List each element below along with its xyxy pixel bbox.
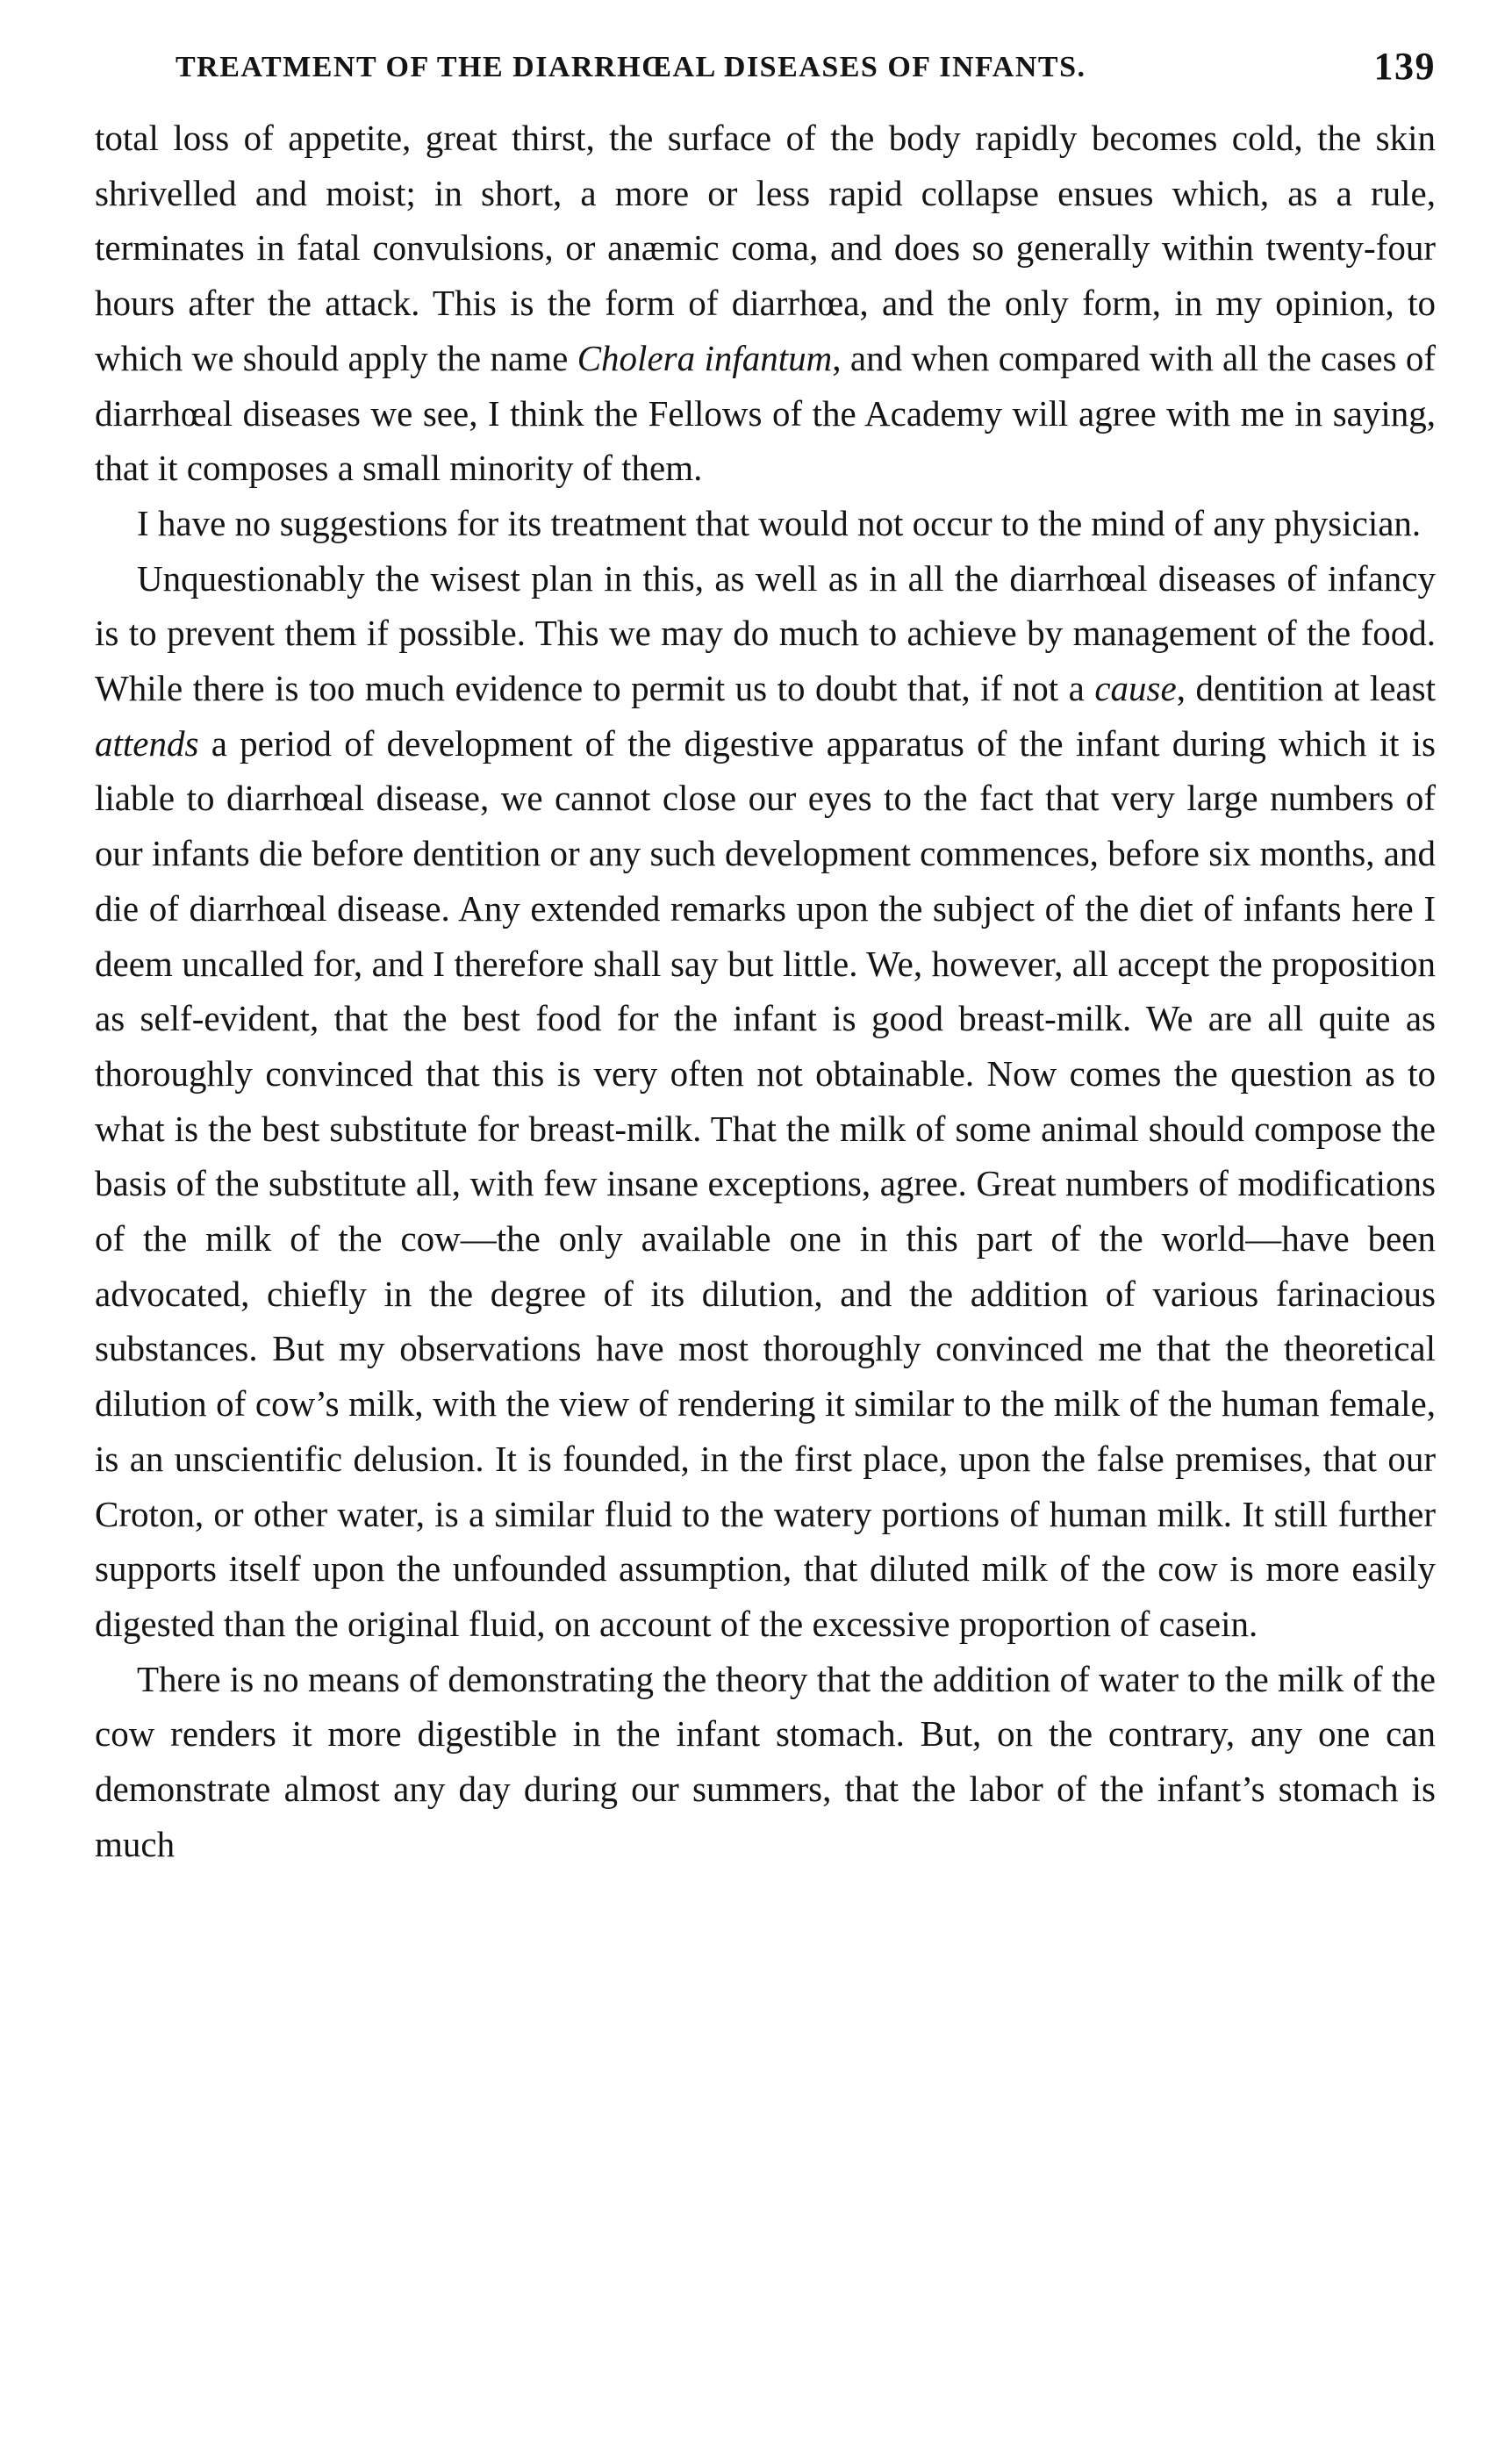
running-title: TREATMENT OF THE DIARRHŒAL DISEASES OF INFANTS. [176,51,1086,83]
text-segment: Unquestionably the wisest plan in this, as well as in all the diarrhœal diseases of infancy is to prevent them if possible. This we may do much to achieve by management of the food. While there is too much evidence to permit us to doubt that, if not a [95,557,1436,709]
italic-term-attends: attends [95,722,199,764]
text-segment: , and when compared with all the cases of diarrhœal diseases we see, I think the Fellows of the Academy will agree with me in saying, that it composes a small minority of them. [95,337,1436,489]
text-segment: There is no means of demonstrating the theory that the addition of water to the milk of the cow renders it more digestible in the infant stomach. But, on the contrary, any one can demonstrate almost any day during our summers, that the labor of the infant’s stomach is much [95,1658,1436,1864]
paragraph-1 [95,111,1436,496]
text-segment: , dentition at least [1176,668,1436,709]
paragraph-2 [95,496,1436,551]
page-number: 139 [1373,45,1436,88]
running-head [95,35,1436,105]
text-segment: a period of development of the digestive apparatus of the infant during which it is liable to diarrhœal disease, we cannot close our eyes to the fact that very large numbers of our infants die before dentition or any such development commences, before six months, and die of diarrhœal disease. Any extended remarks upon the subject of the diet of infants here I deem uncalled for, and I therefore shall say but little. We, however, all accept the proposition as self-evident, that the best food for the infant is good breast-milk. We are all quite as thoroughly convinced that this is very often not obtainable. Now comes the question as to what is the best substitute for breast-milk. That the milk of some animal should compose the basis of the substitute all, with few insane exceptions, agree. Great numbers of modifications of the milk of the cow—the only available one in this part of the world—have been advocated, chiefly in the degree of its dilution, and the addition of various farinacious substances. But my observations have most thoroughly convinced me that the theoretical dilution of cow’s milk, with the view of rendering it similar to the milk of the human female, is an unscientific delusion. It is founded, in the first place, upon the false premises, that our Croton, or other water, is a similar fluid to the watery portions of human milk. It still further supports itself upon the unfounded assumption, that diluted milk of the cow is more easily digested than the original fluid, on account of the excessive proportion of casein. [95,722,1436,1644]
body-text [95,111,1436,1872]
paragraph-3 [95,551,1436,1652]
text-segment: I have no suggestions for its treatment that would not occur to the mind of any physician. [137,502,1422,543]
italic-term-cholera-infantum: Cholera infantum [577,337,833,378]
italic-term-cause: cause [1094,668,1177,709]
paragraph-4 [95,1652,1436,1872]
book-page [95,35,1436,2440]
text-segment: total loss of appetite, great thirst, the surface of the body rapidly becomes cold, the skin shrivelled and moist; in short, a more or less rapid collapse ensues which, as a rule, terminates in fatal convulsions, or anæmic coma, and does so generally within twenty-four hours after the attack. This is the form of diarrhœa, and the only form, in my opinion, to which we should apply the name [95,118,1436,378]
